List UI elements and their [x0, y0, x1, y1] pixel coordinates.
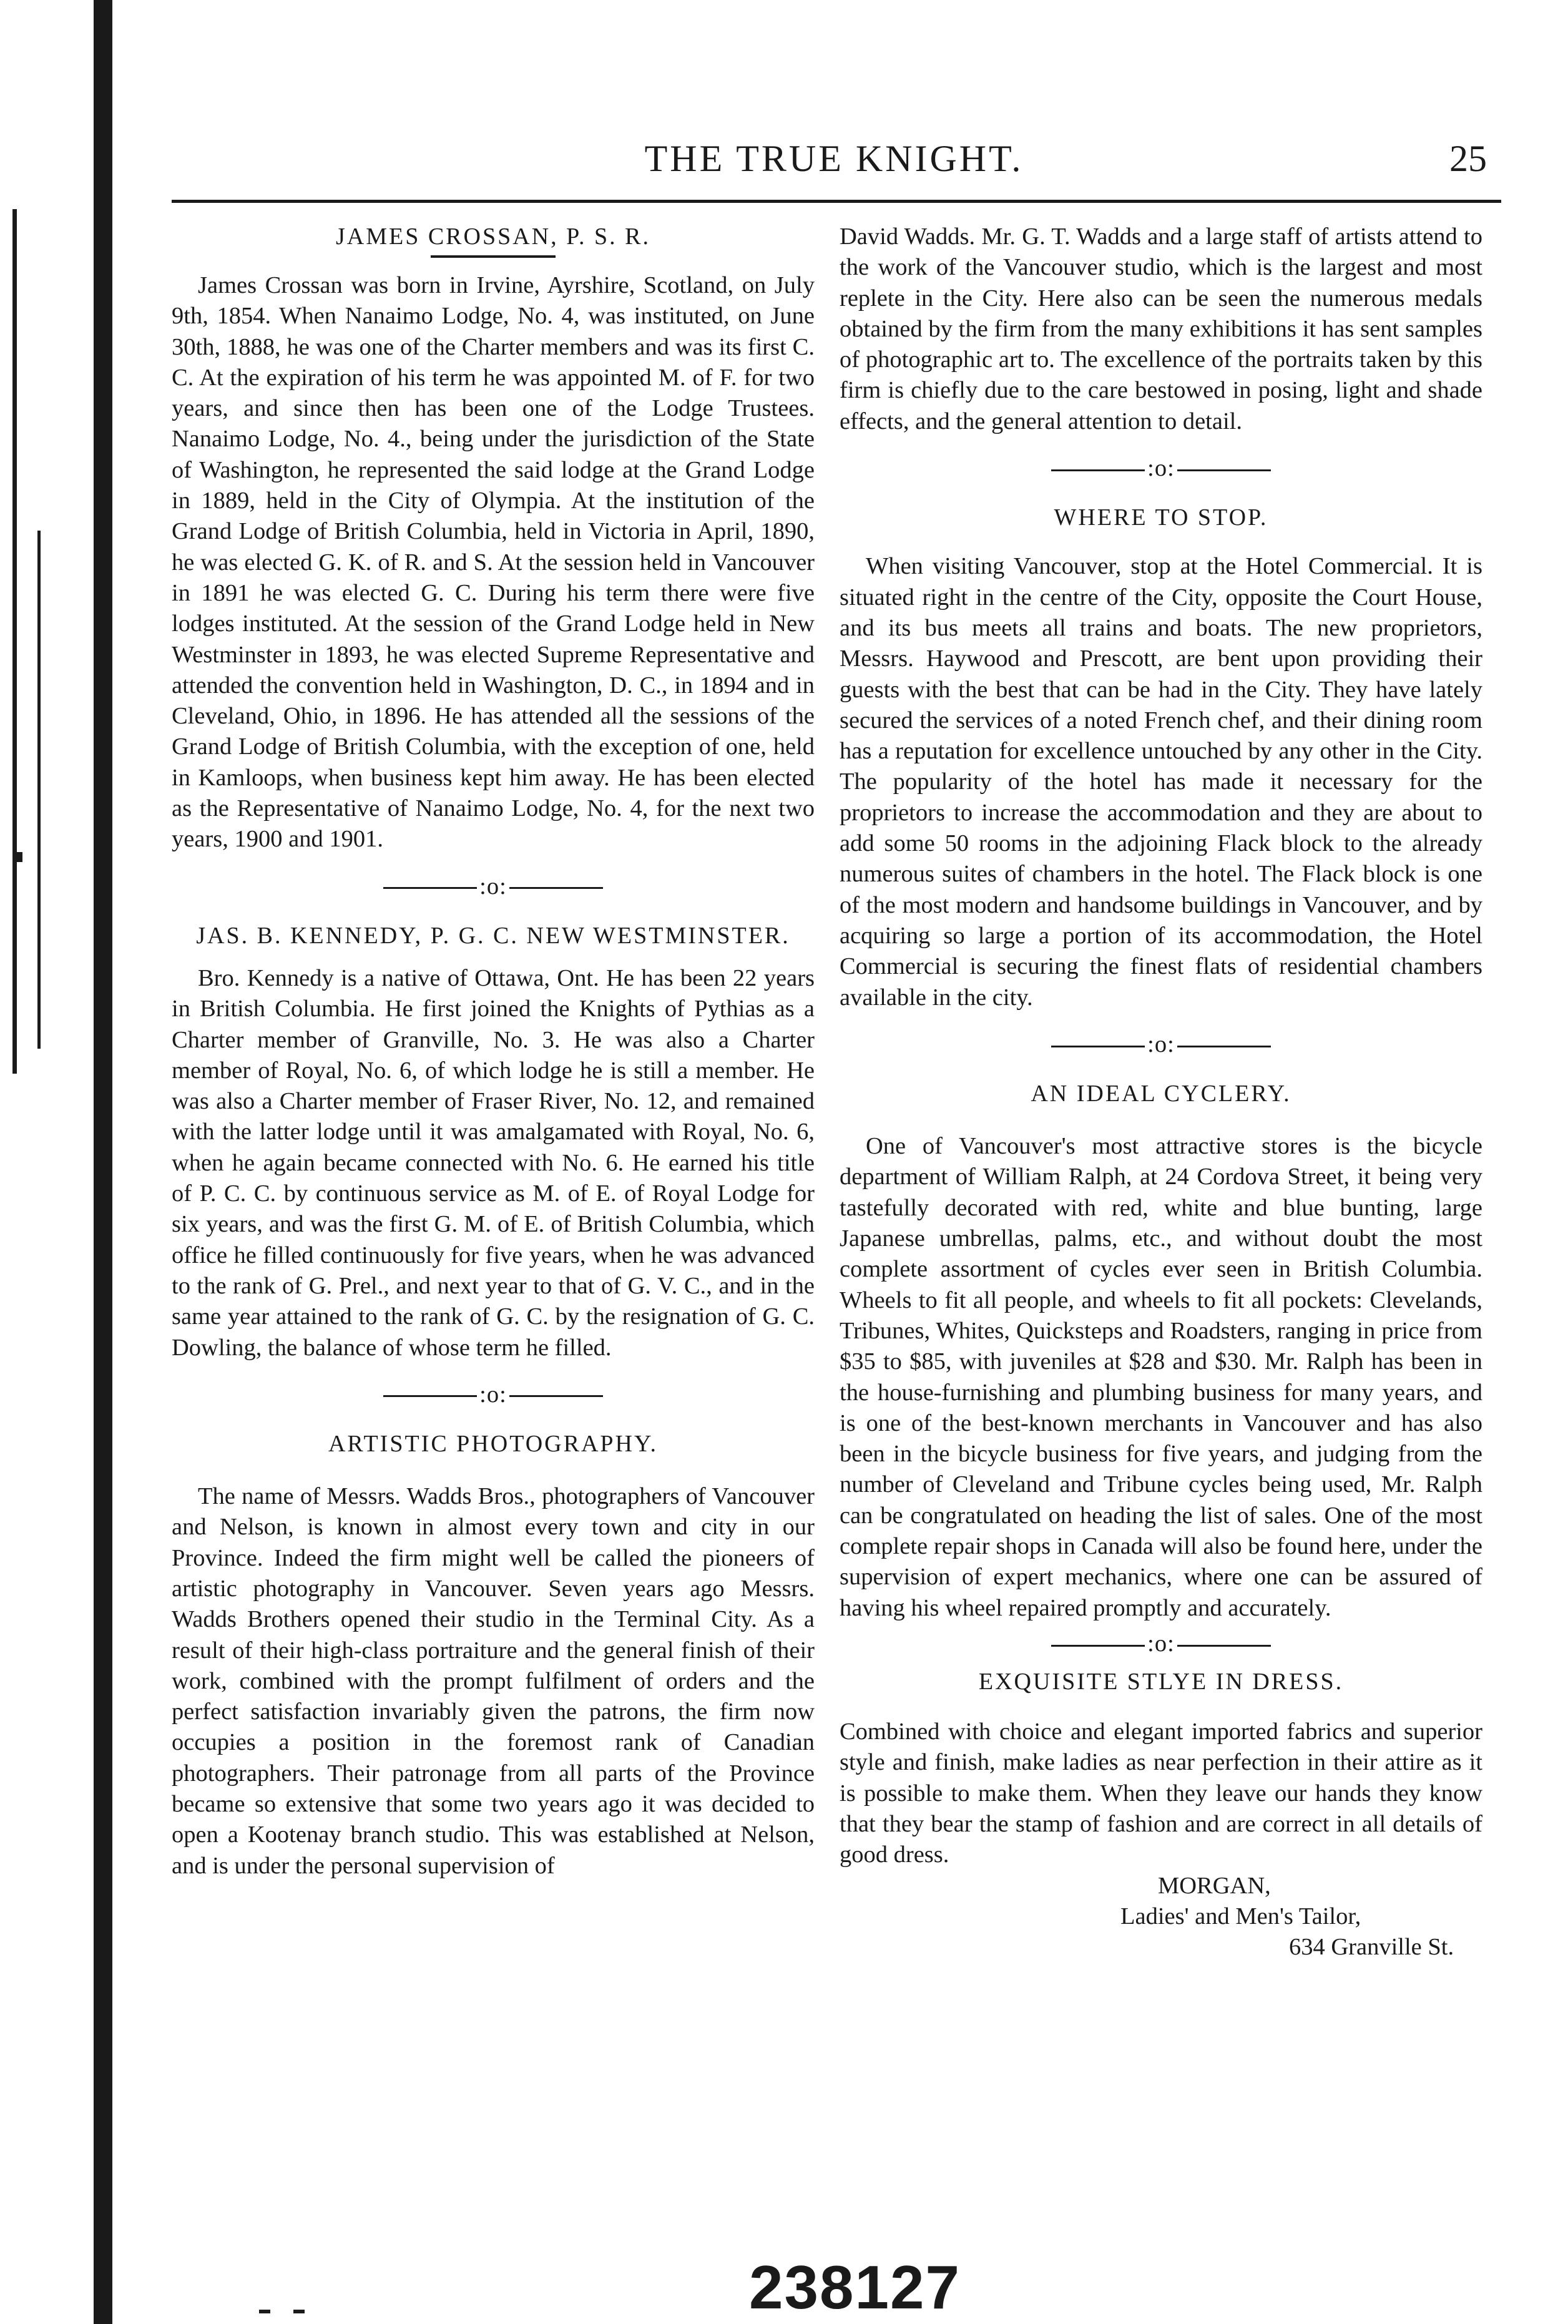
- spacer: [840, 536, 1482, 551]
- section-separator: :o:: [172, 1380, 815, 1410]
- article-heading-cyclery: AN IDEAL CYCLERY.: [1031, 1081, 1291, 1107]
- spacer: [172, 954, 815, 963]
- article-heading-where-to-stop: WHERE TO STOP.: [1054, 504, 1268, 531]
- spacer: [172, 1463, 815, 1481]
- signature-title: Ladies' and Men's Tailor,: [1120, 1903, 1361, 1929]
- accession-stamp: 238127: [749, 2253, 961, 2322]
- article-heading-kennedy: JAS. B. KENNEDY, P. G. C. NEW WESTMINSTER.: [196, 922, 790, 949]
- right-column: [840, 222, 1482, 1963]
- signature-address: 634 Granville St.: [1289, 1934, 1454, 1961]
- section-separator: :o:: [172, 871, 815, 902]
- heading-underline: [431, 255, 556, 258]
- article-body-dress: Combined with choice and elegant imported fabrics and superior style and finish, make ladies as near perfection in their attire as it is possible to make them. When they leave our hands they know that they bear the stamp of fashion and are correct in all details of good dress.: [840, 1718, 1482, 1868]
- journal-title: THE TRUE KNIGHT.: [644, 138, 1024, 179]
- signature-name: MORGAN,: [1158, 1872, 1271, 1899]
- article-body-cyclery: One of Vancouver's most attractive stores is the bicycle department of William Ralph, at 24 Cordova Street, it being very tastefully decorated with red, white and blue bunting, large Japanese umbrellas, palms, etc., and without doubt the most complete assortment of cycles ever seen in British Columbia. Wheels to fit all people, and wheels to fit all pockets: Clevelands, Tribunes, Whites, Quicksteps and Roadsters, ranging in price from $35 to $85, with juveniles at $28 and $30. Mr. Ralph has been in the house-furnishing and plumbing business for many years, and is one of the best-known merchants in Vancouver and has also been in the bicycle business for five years, and judging from the number of Cleveland and Tribune cycles being used, Mr. Ralph can be congratulated on heading the list of sales. One of the most complete repair shops in Canada will also be found here, under the supervision of expert mechanics, where one can be assured of having his wheel repaired promptly and accurately.: [840, 1133, 1482, 1621]
- footer-mark: [293, 2310, 305, 2313]
- article-heading-crossan: JAMES CROSSAN, P. S. R.: [335, 223, 651, 250]
- article-body-where-to-stop: When visiting Vancouver, stop at the Hotel Commercial. It is situated right in the centre of the City, opposite the Court House, and its bus meets all trains and boats. The new proprietors, Messrs. Haywood and Prescott, are bent upon providing their guests with the best that can be had in the City. They have lately secured the services of a noted French chef, and their dining room has a reputation for excellence untouched by any other in the City. The popularity of the hotel has made it necessary for the proprietors to increase the accommodation and they are about to add some 50 rooms in the adjoining Flack block to the already numerous suites of chambers in the hotel. The Flack block is one of the most modern and handsome buildings in Vancouver, and by acquiring so large a portion of its accommodation, the Hotel Commercial is securing the finest flats of residential chambers available in the city.: [840, 553, 1482, 1011]
- article-body-photography: The name of Messrs. Wadds Bros., photographers of Vancouver and Nelson, is known in almost every town and city in our Province. Indeed the firm might well be called the pioneers of artistic photography in Vancouver. Seven years ago Messrs. Wadds Brothers opened their studio in the Terminal City. As a result of their high-class portraiture and the general finish of their work, combined with the prompt fulfilment of orders and the perfect satisfaction invariably given the patrons, the firm now occupies a position in the foremost rank of Canadian photographers. Their patronage from all parts of the Province became so extensive that some two years ago it was decided to open a Kootenay branch studio. This was established at Nelson, and is under the personal supervision of: [172, 1483, 815, 1879]
- running-head: [169, 125, 1499, 194]
- signature-block: [840, 1871, 1482, 1963]
- article-heading-photography: ARTISTIC PHOTOGRAPHY.: [328, 1431, 659, 1458]
- article-body-kennedy: Bro. Kennedy is a native of Ottawa, Ont. He has been 22 years in British Columbia. He first joined the Knights of Pythias as a Charter member of Granville, No. 3. He was also a Charter member of Royal, No. 6, of which lodge he is still a member. He was also a Charter member of Fraser River, No. 12, and remained with the latter lodge until it was amalgamated with Royal, No. 6, when he again became connected with No. 6. He earned his title of P. C. C. by continuous service as M. of E. of Royal Lodge for six years, and was the first G. M. of E. of British Columbia, which office he filled continuously for five years, when he was advanced to the rank of G. Prel., and next year to that of G. V. C., and in the same year attained to the rank of G. C. by the resignation of G. C. Dowling, the balance of whose term he filled.: [172, 964, 815, 1361]
- binding-edge-line-short: [37, 531, 41, 1049]
- margin-tick: [12, 852, 22, 862]
- section-separator: :o:: [840, 1029, 1482, 1060]
- section-separator: :o:: [840, 453, 1482, 484]
- binding-edge-line: [12, 209, 17, 1074]
- binding-edge-bar: [94, 0, 112, 2324]
- spacer: [840, 1112, 1482, 1131]
- section-separator: :o:: [840, 1629, 1482, 1659]
- article-heading-dress: EXQUISITE STLYE IN DRESS.: [978, 1669, 1344, 1695]
- article-body-photography-continued: David Wadds. Mr. G. T. Wadds and a large staff of artists attend to the work of the Vancouver studio, which is the largest and most replete in the City. Here also can be seen the numerous medals obtained by the firm from the many exhibitions it has sent samples of photographic art to. The excellence of the portraits taken by this firm is chiefly due to the care bestowed in posing, light and shade effects, and the general attention to detail.: [840, 223, 1482, 434]
- spacer: [840, 1700, 1482, 1717]
- page-number: 25: [1449, 138, 1487, 179]
- left-column: [172, 222, 815, 1881]
- footer-mark: [259, 2310, 270, 2313]
- header-rule: [172, 200, 1501, 203]
- article-body-crossan: James Crossan was born in Irvine, Ayrshire, Scotland, on July 9th, 1854. When Nanaimo Lodge, No. 4, was instituted, on June 30th, 1888, he was one of the Charter members and was its first C. C. At the expiration of his term he was appointed M. of F. for two years, and since then has been one of the Lodge Trustees. Nanaimo Lodge, No. 4., being under the jurisdiction of the State of Washington, he represented the said lodge at the Grand Lodge in 1889, held in the City of Olympia. At the institution of the Grand Lodge of British Columbia, held in Victoria in April, 1890, he was elected G. K. of R. and S. At the session held in Vancouver in 1891 he was elected G. C. During his term there were five lodges instituted. At the session of the Grand Lodge held in New Westminster in 1893, he was elected Supreme Representative and attended the convention held in Washington, D. C., in 1894 and in Cleveland, Ohio, in 1896. He has attended all the sessions of the Grand Lodge of British Columbia, with the exception of one, held in Kamloops, when business kept him away. He has been elected as the Representative of Nanaimo Lodge, No. 4, for the next two years, 1900 and 1901.: [172, 272, 815, 853]
